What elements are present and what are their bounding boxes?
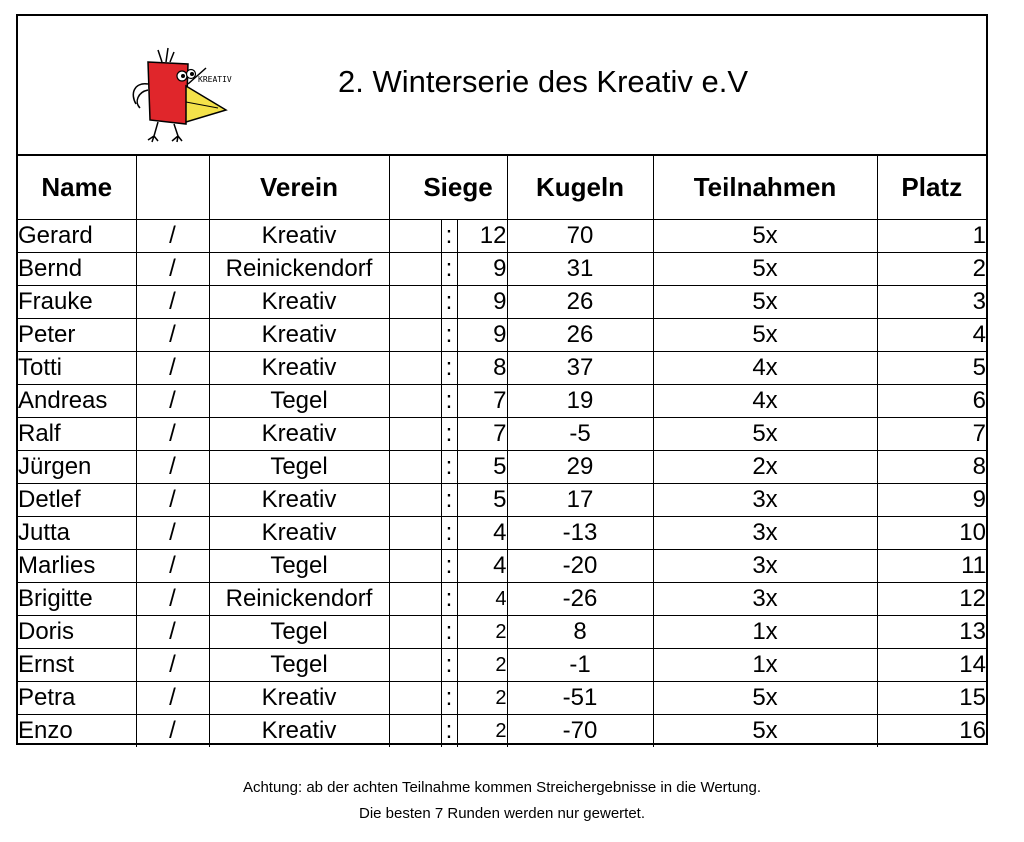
colon-cell: : <box>441 352 457 385</box>
blank-cell-cell <box>389 715 441 748</box>
participations-cell: 2x <box>653 451 877 484</box>
participations-cell: 5x <box>653 418 877 451</box>
table-row <box>18 352 986 385</box>
rank-cell: 6 <box>877 385 986 418</box>
table-row <box>18 715 986 748</box>
player-name-cell: Ernst <box>18 649 136 682</box>
separator-cell: / <box>136 220 209 253</box>
rank-cell: 14 <box>877 649 986 682</box>
separator-cell: / <box>136 418 209 451</box>
table-row <box>18 319 986 352</box>
wins-cell: 2 <box>457 715 507 748</box>
player-name-cell: Totti <box>18 352 136 385</box>
table-row <box>18 682 986 715</box>
colon-cell: : <box>441 418 457 451</box>
separator-cell: / <box>136 352 209 385</box>
player-name-cell: Detlef <box>18 484 136 517</box>
rank-cell: 8 <box>877 451 986 484</box>
rank-cell: 12 <box>877 583 986 616</box>
header-platz: Platz <box>877 156 986 220</box>
blank-cell-cell <box>389 286 441 319</box>
player-name-cell: Gerard <box>18 220 136 253</box>
club-name-cell: Kreativ <box>209 319 389 352</box>
blank-cell-cell <box>389 385 441 418</box>
rank-cell: 2 <box>877 253 986 286</box>
wins-cell: 7 <box>457 385 507 418</box>
header-kugeln: Kugeln <box>507 156 653 220</box>
points-cell: 37 <box>507 352 653 385</box>
club-name-cell: Tegel <box>209 616 389 649</box>
table-row <box>18 220 986 253</box>
separator-cell: / <box>136 649 209 682</box>
club-name-cell: Tegel <box>209 385 389 418</box>
player-name-cell: Brigitte <box>18 583 136 616</box>
header-blank <box>136 156 209 220</box>
wins-cell: 2 <box>457 616 507 649</box>
page-title: 2. Winterserie des Kreativ e.V <box>338 64 749 99</box>
participations-cell: 4x <box>653 352 877 385</box>
colon-cell: : <box>441 517 457 550</box>
separator-cell: / <box>136 583 209 616</box>
participations-cell: 5x <box>653 220 877 253</box>
points-cell: 17 <box>507 484 653 517</box>
table-row <box>18 583 986 616</box>
rank-cell: 7 <box>877 418 986 451</box>
points-cell: -13 <box>507 517 653 550</box>
table-row <box>18 649 986 682</box>
participations-cell: 5x <box>653 286 877 319</box>
participations-cell: 4x <box>653 385 877 418</box>
blank-cell-cell <box>389 484 441 517</box>
player-name-cell: Petra <box>18 682 136 715</box>
club-name-cell: Tegel <box>209 451 389 484</box>
blank-cell-cell <box>389 682 441 715</box>
table-row <box>18 385 986 418</box>
rank-cell: 13 <box>877 616 986 649</box>
separator-cell: / <box>136 682 209 715</box>
wins-cell: 8 <box>457 352 507 385</box>
separator-cell: / <box>136 616 209 649</box>
points-cell: 8 <box>507 616 653 649</box>
player-name-cell: Jutta <box>18 517 136 550</box>
blank-cell-cell <box>389 649 441 682</box>
rank-cell: 16 <box>959 717 986 744</box>
player-name-cell: Peter <box>18 319 136 352</box>
player-name-cell: Frauke <box>18 286 136 319</box>
wins-cell: 2 <box>457 649 507 682</box>
header-verein: Verein <box>209 156 389 220</box>
colon-cell: : <box>441 385 457 418</box>
separator-cell: / <box>136 286 209 319</box>
separator-cell: / <box>136 319 209 352</box>
table-row <box>18 517 986 550</box>
points-cell: 26 <box>507 319 653 352</box>
points-cell: 19 <box>507 385 653 418</box>
participations-cell: 3x <box>653 484 877 517</box>
points-cell: -1 <box>507 649 653 682</box>
table-row <box>18 286 986 319</box>
player-name-cell: Enzo <box>18 715 136 748</box>
colon-cell: : <box>441 286 457 319</box>
colon-cell: : <box>441 715 457 748</box>
standings-sheet <box>16 14 988 745</box>
rank-cell: 1 <box>877 220 986 253</box>
colon-cell: : <box>441 616 457 649</box>
logo-text: KREATIV <box>198 75 232 84</box>
club-name-cell: Kreativ <box>209 352 389 385</box>
club-name-cell: Kreativ <box>209 418 389 451</box>
separator-cell: / <box>136 451 209 484</box>
blank-cell-cell <box>389 550 441 583</box>
blank-cell-cell <box>389 418 441 451</box>
rank-cell: 15 <box>877 682 986 715</box>
separator-cell: / <box>136 484 209 517</box>
separator-cell: / <box>136 550 209 583</box>
table-row <box>18 418 986 451</box>
rank-cell: 10 <box>877 517 986 550</box>
participations-cell: 5x <box>653 682 877 715</box>
wins-cell: 7 <box>457 418 507 451</box>
player-name-cell: Doris <box>18 616 136 649</box>
separator-cell: / <box>136 253 209 286</box>
separator-cell: / <box>136 385 209 418</box>
participations-cell: 5x <box>653 319 877 352</box>
header-name: Name <box>18 156 136 220</box>
blank-cell-cell <box>389 451 441 484</box>
colon-cell: : <box>441 451 457 484</box>
participations-cell: 1x <box>653 649 877 682</box>
separator-cell: / <box>136 517 209 550</box>
wins-cell: 2 <box>457 682 507 715</box>
separator-cell: / <box>136 715 209 748</box>
colon-cell: : <box>441 484 457 517</box>
header-row <box>18 156 986 220</box>
colon-cell: : <box>441 682 457 715</box>
wins-cell: 12 <box>457 220 507 253</box>
participations-cell: 5x <box>653 253 877 286</box>
header-siege <box>389 156 507 220</box>
wins-cell: 9 <box>457 253 507 286</box>
club-name-cell: Kreativ <box>209 220 389 253</box>
club-name-cell: Reinickendorf <box>209 253 389 286</box>
wins-cell: 5 <box>457 484 507 517</box>
table-row <box>18 484 986 517</box>
blank-cell-cell <box>389 220 441 253</box>
club-name-cell: Kreativ <box>209 715 389 748</box>
colon-cell: : <box>441 319 457 352</box>
participations-cell: 3x <box>653 517 877 550</box>
footer-note-line-1: Achtung: ab der achten Teilnahme kommen Streichergebnisse in die Wertung. <box>242 779 762 796</box>
player-name-cell: Andreas <box>18 385 136 418</box>
table-row <box>18 253 986 286</box>
blank-cell-cell <box>389 352 441 385</box>
standings-table <box>18 156 986 747</box>
participations-cell: 3x <box>653 583 877 616</box>
rank-cell: 4 <box>877 319 986 352</box>
points-cell: -5 <box>507 418 653 451</box>
club-name-cell: Reinickendorf <box>209 583 389 616</box>
colon-cell: : <box>441 649 457 682</box>
points-cell: -20 <box>507 550 653 583</box>
club-name-cell: Tegel <box>209 550 389 583</box>
player-name-cell: Ralf <box>18 418 136 451</box>
wins-cell: 9 <box>457 286 507 319</box>
player-name-cell: Bernd <box>18 253 136 286</box>
club-name-cell: Kreativ <box>209 286 389 319</box>
rank-cell: 9 <box>877 484 986 517</box>
rank-cell: 5 <box>877 352 986 385</box>
wins-cell: 4 <box>457 583 507 616</box>
wins-cell: 9 <box>457 319 507 352</box>
table-row <box>18 550 986 583</box>
rank-cell: 11 <box>877 550 986 583</box>
standings-body <box>18 220 986 748</box>
colon-cell: : <box>441 583 457 616</box>
colon-cell: : <box>441 220 457 253</box>
wins-cell: 4 <box>457 550 507 583</box>
points-cell: -51 <box>507 682 653 715</box>
club-name-cell: Kreativ <box>209 484 389 517</box>
blank-cell-cell <box>389 253 441 286</box>
points-cell: 29 <box>507 451 653 484</box>
participations-cell: 5x <box>653 715 877 748</box>
rank-cell: 3 <box>877 286 986 319</box>
wins-cell: 5 <box>457 451 507 484</box>
blank-cell-cell <box>389 319 441 352</box>
sheet-header <box>18 16 986 156</box>
kreativ-bird-logo <box>114 44 244 144</box>
blank-cell-cell <box>389 616 441 649</box>
blank-cell-cell <box>389 517 441 550</box>
colon-cell: : <box>441 253 457 286</box>
points-cell: -26 <box>507 583 653 616</box>
participations-cell: 1x <box>653 616 877 649</box>
participations-cell: 3x <box>653 550 877 583</box>
header-siege-label: Siege <box>423 172 493 202</box>
player-name-cell: Jürgen <box>18 451 136 484</box>
club-name-cell: Tegel <box>209 649 389 682</box>
club-name-cell: Kreativ <box>209 682 389 715</box>
footer-note-line-2: Die besten 7 Runden werden nur gewertet. <box>358 805 645 822</box>
points-cell: -70 <box>507 715 653 748</box>
points-cell: 31 <box>507 253 653 286</box>
wins-cell: 4 <box>457 517 507 550</box>
table-row <box>18 451 986 484</box>
points-cell: 70 <box>507 220 653 253</box>
header-teilnahmen: Teilnahmen <box>653 156 877 220</box>
table-row <box>18 616 986 649</box>
club-name-cell: Kreativ <box>209 517 389 550</box>
player-name-cell: Marlies <box>18 550 136 583</box>
blank-cell-cell <box>389 583 441 616</box>
colon-cell: : <box>441 550 457 583</box>
points-cell: 26 <box>507 286 653 319</box>
